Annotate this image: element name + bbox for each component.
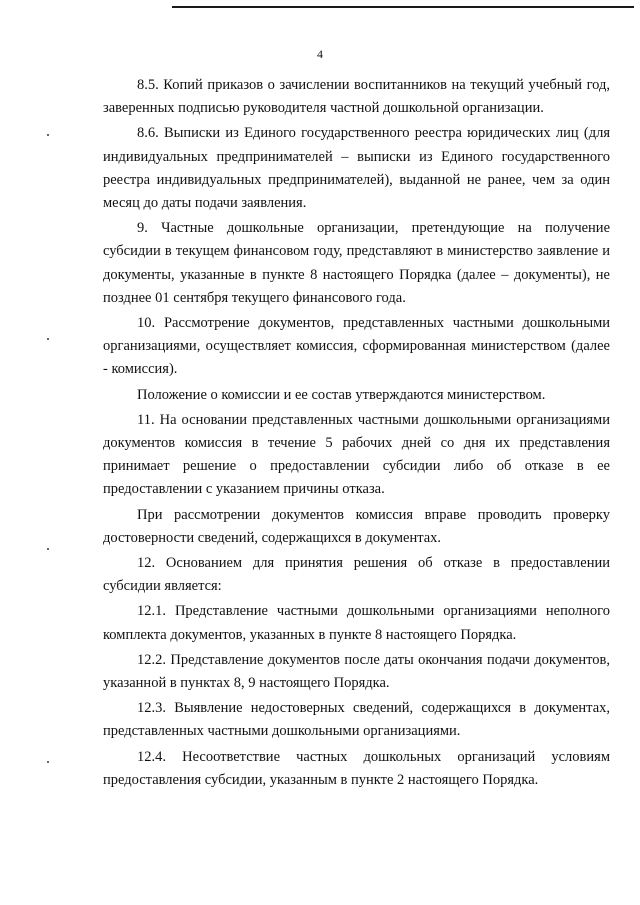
paragraph-12: 12. Основанием для принятия решения об отказе в предоставлении субсидии является: [103,555,610,595]
paragraph-12-1: 12.1. Представление частными дошкольными организациями неполного комплекта документов, указанных в пункте 8 настоящего Порядка. [103,603,610,643]
paragraph-10: 10. Рассмотрение документов, представленных частными дошкольными организациями, осуществляет комиссия, сформированная министерством (далее - комиссия). [103,315,610,378]
paragraph-commission-regulation: Положение о комиссии и ее состав утверждаются министерством. [137,386,546,403]
paragraph-12-3: 12.3. Выявление недостоверных сведений, содержащихся в документах, представленных частными дошкольными организациями. [103,700,610,740]
page-number: 4 [317,47,323,61]
margin-scan-mark [47,134,49,136]
paragraph-8-5: 8.5. Копий приказов о зачислении воспитанников на текущий учебный год, заверенных подписью руководителя частной дошкольной организации. [103,77,610,117]
paragraph-11: 11. На основании представленных частными дошкольными организациями документов комиссия в течение 5 рабочих дней со дня их представления принимает решение о предоставлении субсидии либо об отказе в ее предоставлении с указанием причины отказа. [103,411,610,498]
paragraph-verification: При рассмотрении документов комиссия вправе проводить проверку достоверности сведений, содержащихся в документах. [103,506,610,546]
paragraph-9: 9. Частные дошкольные организации, претендующие на получение субсидии в текущем финансовом году, представляют в министерство заявление и документы, указанные в пункте 8 настоящего Порядка (далее – документы), не позднее 01 сентября текущего финансового года. [103,220,610,306]
margin-scan-mark [47,761,49,763]
margin-scan-mark [47,548,49,550]
top-border-line [172,6,634,8]
paragraph-12-2: 12.2. Представление документов после даты окончания подачи документов, указанной в пунктах 8, 9 настоящего Порядка. [103,651,610,692]
paragraph-8-6: 8.6. Выписки из Единого государственного реестра юридических лиц (для индивидуальных предпринимателей – выписки из Единого государственного реестра индивидуальных предпринимателей), выданной не ранее, чем за один месяц до даты подачи заявления. [103,125,610,212]
margin-scan-mark [47,338,49,340]
document-body [103,74,610,794]
paragraph-12-4: 12.4. Несоответствие частных дошкольных организаций условиям предоставления субсидии, указанным в пункте 2 настоящего Порядка. [103,748,610,788]
